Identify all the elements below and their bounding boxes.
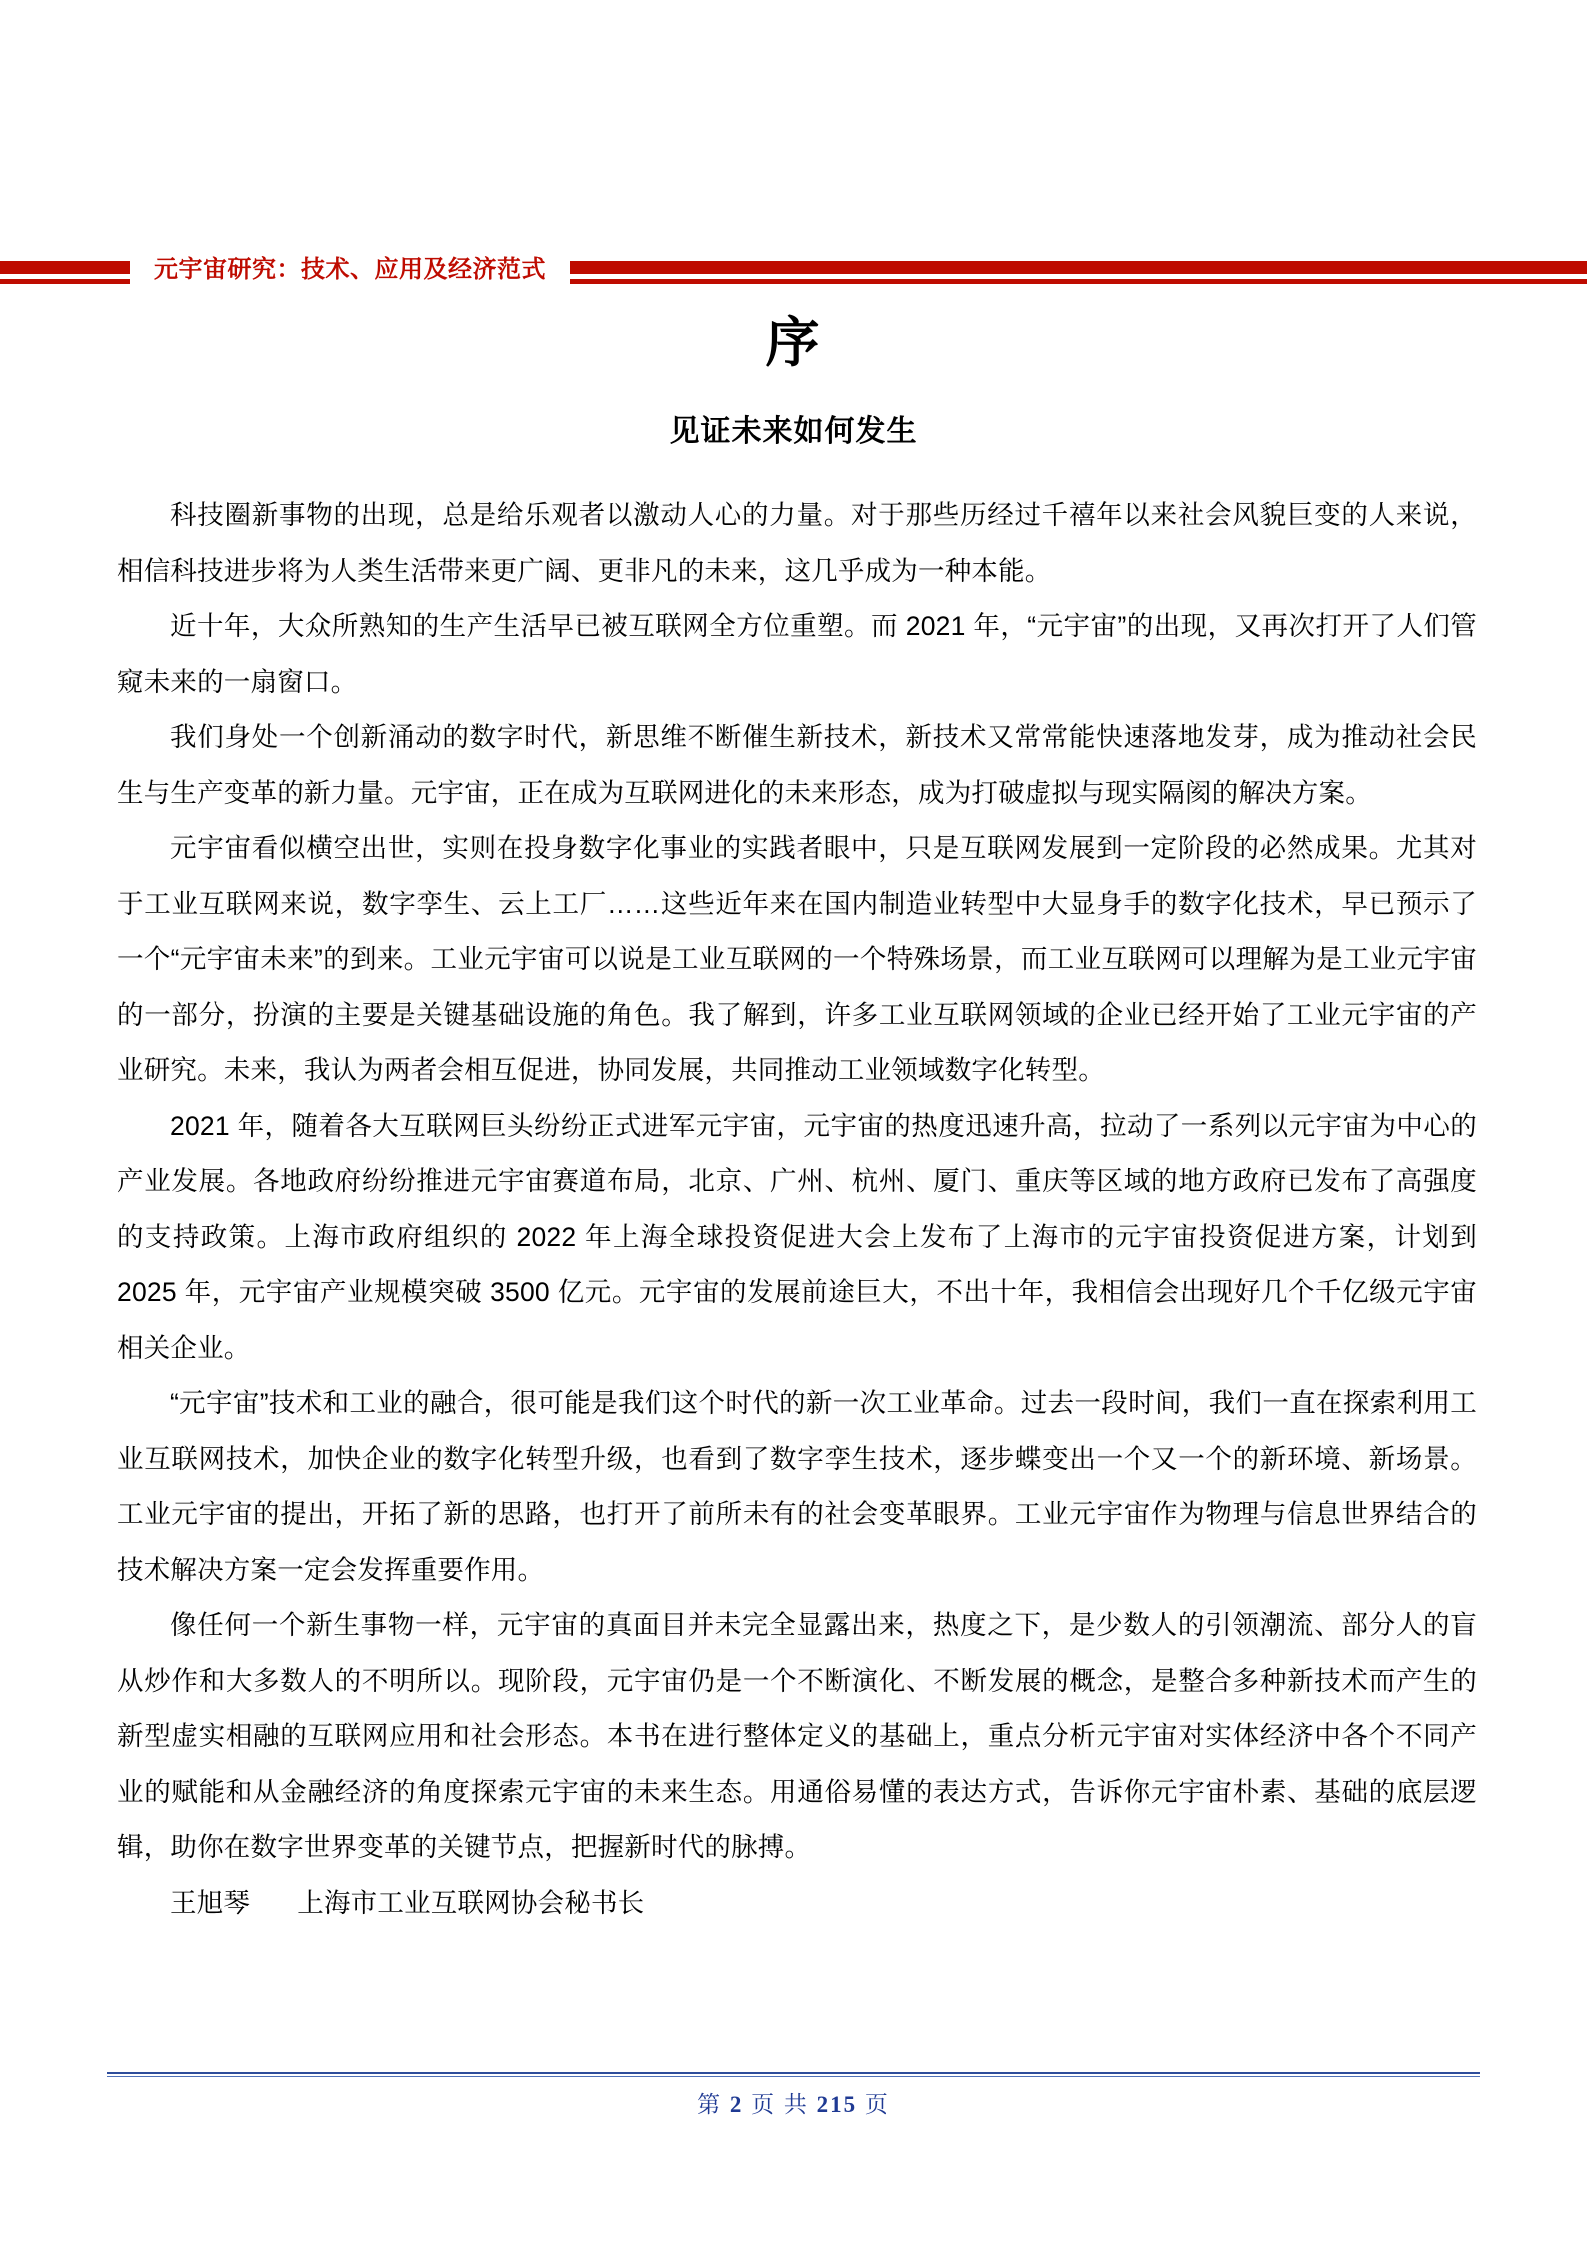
paragraph: 2021 年，随着各大互联网巨头纷纷正式进军元宇宙，元宇宙的热度迅速升高，拉动了一系列以元宇宙为中心的产业发展。各地政府纷纷推进元宇宙赛道布局，北京、广州、杭州、厦门、重庆等区域的地方政府已发布了高强度的支持政策。上海市政府组织的 2022 年上海全球投资促进大会上发布了上海市的元宇宙投资促进方案，计划到 2025 年，元宇宙产业规模突破 3500 亿元。元宇宙的发展前途巨大，不出十年，我相信会出现好几个千亿级元宇宙相关企业。 <box>117 1110 1477 1363</box>
running-header-title: 元宇宙研究：技术、应用及经济范式 <box>154 256 546 283</box>
paragraph: 科技圈新事物的出现，总是给乐观者以激动人心的力量。对于那些历经过千禧年以来社会风貌巨变的人来说，相信科技进步将为人类生活带来更广阔、更非凡的未来，这几乎成为一种本能。 <box>117 500 1477 586</box>
page-subtitle: 见证未来如何发生 <box>669 415 918 448</box>
signature-line <box>117 1876 1477 1932</box>
header-rule-right-thick <box>570 261 1587 274</box>
footer-current-page: 2 <box>729 2092 744 2117</box>
header-rule-left <box>0 257 130 283</box>
header-rule-right <box>570 257 1587 283</box>
running-header <box>0 244 1587 296</box>
header-rule-left-thick <box>0 261 130 274</box>
footer-middle: 页 共 <box>751 2092 809 2117</box>
body-content <box>117 488 1477 1931</box>
paragraph: 近十年，大众所熟知的生产生活早已被互联网全方位重塑。而 2021 年，“元宇宙”的出现，又再次打开了人们管窥未来的一扇窗口。 <box>117 611 1477 697</box>
signature-name: 王旭琴 <box>170 1887 251 1918</box>
footer-rule <box>107 2072 1480 2074</box>
paragraph: 元宇宙看似横空出世，实则在投身数字化事业的实践者眼中，只是互联网发展到一定阶段的必然成果。尤其对于工业互联网来说，数字孪生、云上工厂……这些近年来在国内制造业转型中大显身手的数字化技术，早已预示了一个“元宇宙未来”的到来。工业元宇宙可以说是工业互联网的一个特殊场景，而工业互联网可以理解为是工业元宇宙的一部分，扮演的主要是关键基础设施的角色。我了解到，许多工业互联网领域的企业已经开始了工业元宇宙的产业研究。未来，我认为两者会相互促进，协同发展，共同推动工业领域数字化转型。 <box>117 833 1477 1085</box>
header-rule-left-thin <box>0 279 130 284</box>
footer-rule-thin <box>107 2076 1480 2077</box>
signature-affiliation: 上海市工业互联网协会秘书长 <box>297 1887 645 1918</box>
footer-total-pages: 215 <box>816 2092 858 2117</box>
page-title: 序 <box>765 313 822 373</box>
footer-suffix: 页 <box>864 2092 890 2117</box>
page-number <box>107 2089 1480 2121</box>
page-footer <box>107 2072 1480 2121</box>
footer-prefix: 第 <box>697 2092 723 2117</box>
paragraph: “元宇宙”技术和工业的融合，很可能是我们这个时代的新一次工业革命。过去一段时间，我们一直在探索利用工业互联网技术，加快企业的数字化转型升级，也看到了数字孪生技术，逐步蝶变出一个又一个的新环境、新场景。工业元宇宙的提出，开拓了新的思路，也打开了前所未有的社会变革眼界。工业元宇宙作为物理与信息世界结合的技术解决方案一定会发挥重要作用。 <box>117 1388 1477 1585</box>
paragraph: 我们身处一个创新涌动的数字时代，新思维不断催生新技术，新技术又常常能快速落地发芽，成为推动社会民生与生产变革的新力量。元宇宙，正在成为互联网进化的未来形态，成为打破虚拟与现实隔阂的解决方案。 <box>117 722 1477 808</box>
paragraph: 像任何一个新生事物一样，元宇宙的真面目并未完全显露出来，热度之下，是少数人的引领潮流、部分人的盲从炒作和大多数人的不明所以。现阶段，元宇宙仍是一个不断演化、不断发展的概念，是整合多种新技术而产生的新型虚实相融的互联网应用和社会形态。本书在进行整体定义的基础上，重点分析元宇宙对实体经济中各个不同产业的赋能和从金融经济的角度探索元宇宙的未来生态。用通俗易懂的表达方式，告诉你元宇宙朴素、基础的底层逻辑，助你在数字世界变革的关键节点，把握新时代的脉搏。 <box>117 1610 1477 1862</box>
header-rule-right-thin <box>570 279 1587 284</box>
